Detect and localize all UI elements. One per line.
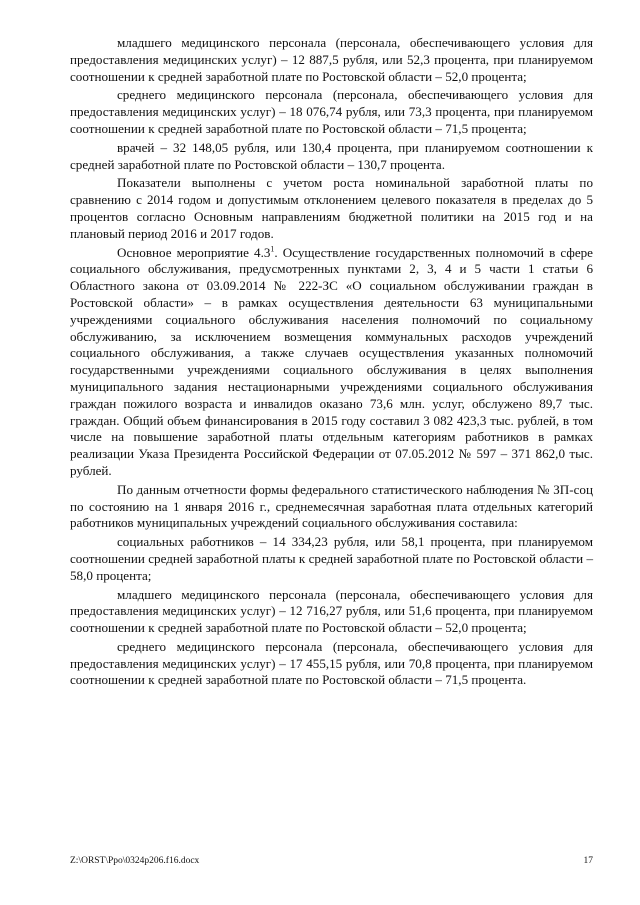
paragraph-junior-medical-staff-2: младшего медицинского персонала (персонала, обеспечивающего условия для предоставления медицинских услуг) – 12 716,27 рубля, или 51,6 процента, при планируемом соотношении к средней заработной плате по Ростовской области – 52,0 процента; (70, 586, 593, 636)
document-body (70, 35, 593, 689)
page-number: 17 (583, 856, 593, 866)
paragraph-doctors: врачей – 32 148,05 рубля, или 130,4 процента, при планируемом соотношении к средней заработной плате по Ростовской области – 130,7 процента. (70, 139, 593, 172)
footer-file-path: Z:\ORST\Ppo\0324p206.f16.docx (70, 856, 200, 866)
paragraph-social-workers: социальных работников – 14 334,23 рубля, или 58,1 процента, при планируемом соотношении средней заработной платы к средней заработной плате по Ростовской области – 58,0 процента; (70, 534, 593, 583)
footnote-marker: 1 (270, 244, 275, 254)
paragraph-statistics-report: По данным отчетности формы федерального статистического наблюдения № ЗП-соц по состоянию на 1 января 2016 г., среднемесячная заработная плата отдельных категорий работников муниципальных учреждений социального обслуживания составила: (70, 481, 593, 531)
paragraph-mid-medical-staff-1: среднего медицинского персонала (персонала, обеспечивающего условия для предоставления медицинских услуг) – 18 076,74 рубля, или 73,3 процента, при планируемом соотношении к средней заработной плате по Ростовской области – 71,5 процента; (70, 87, 593, 136)
paragraph-mid-medical-staff-2: среднего медицинского персонала (персонала, обеспечивающего условия для предоставления медицинских услуг) – 17 455,15 рубля, или 70,8 процента, при планируемом соотношении к средней заработной плате по Ростовской области – 71,5 процента. (70, 638, 593, 688)
activity-body-text: . Осуществление государственных полномочий в сфере социального обслуживания, предусмотренных пунктами 2, 3, 4 и 5 части 1 статьи 6 Областного закона от 03.09.2014 № 222-ЗС «О социальном обслуживании граждан в Ростовской области» – в рамках осуществления деятельности 63 муниципальными учреждениями социального обслуживания населения полномочий по социальному обслуживанию, за исключением возмещения коммунальных расходов учреждений социального обслуживания, а также случаев осуществления указанных полномочий государственными учреждениями социального обслуживания в целях выполнения муниципального задания нестационарными учреждениями социального обслуживания граждан пожилого возраста и инвалидов оказано 73,6 млн. услуг, обслужено 89,7 тыс. граждан. Общий объем финансирования в 2015 году составил 3 082 423,3 тыс. рублей, в том числе на повышение заработной платы отдельным категориям работников в рамках реализации Указа Президента Российской Федерации от 07.05.2012 № 597 – 371 862,0 тыс. рублей. (70, 244, 593, 478)
paragraph-main-activity-4-3 (70, 245, 593, 480)
activity-lead-text: Основное мероприятие 4.3 (117, 244, 271, 260)
paragraph-junior-medical-staff-1: младшего медицинского персонала (персонала, обеспечивающего условия для предоставления медицинских услуг) – 12 887,5 рубля, или 52,3 процента, при планируемом соотношении к средней заработной плате по Ростовской области – 52,0 процента; (70, 35, 593, 84)
paragraph-indicators-met: Показатели выполнены с учетом роста номинальной заработной платы по сравнению с 2014 годом и допустимым отклонением целевого показателя в пределах до 5 процентов согласно Основным направлениям бюджетной политики на 2015 год и на плановый период 2016 и 2017 годов. (70, 175, 593, 241)
